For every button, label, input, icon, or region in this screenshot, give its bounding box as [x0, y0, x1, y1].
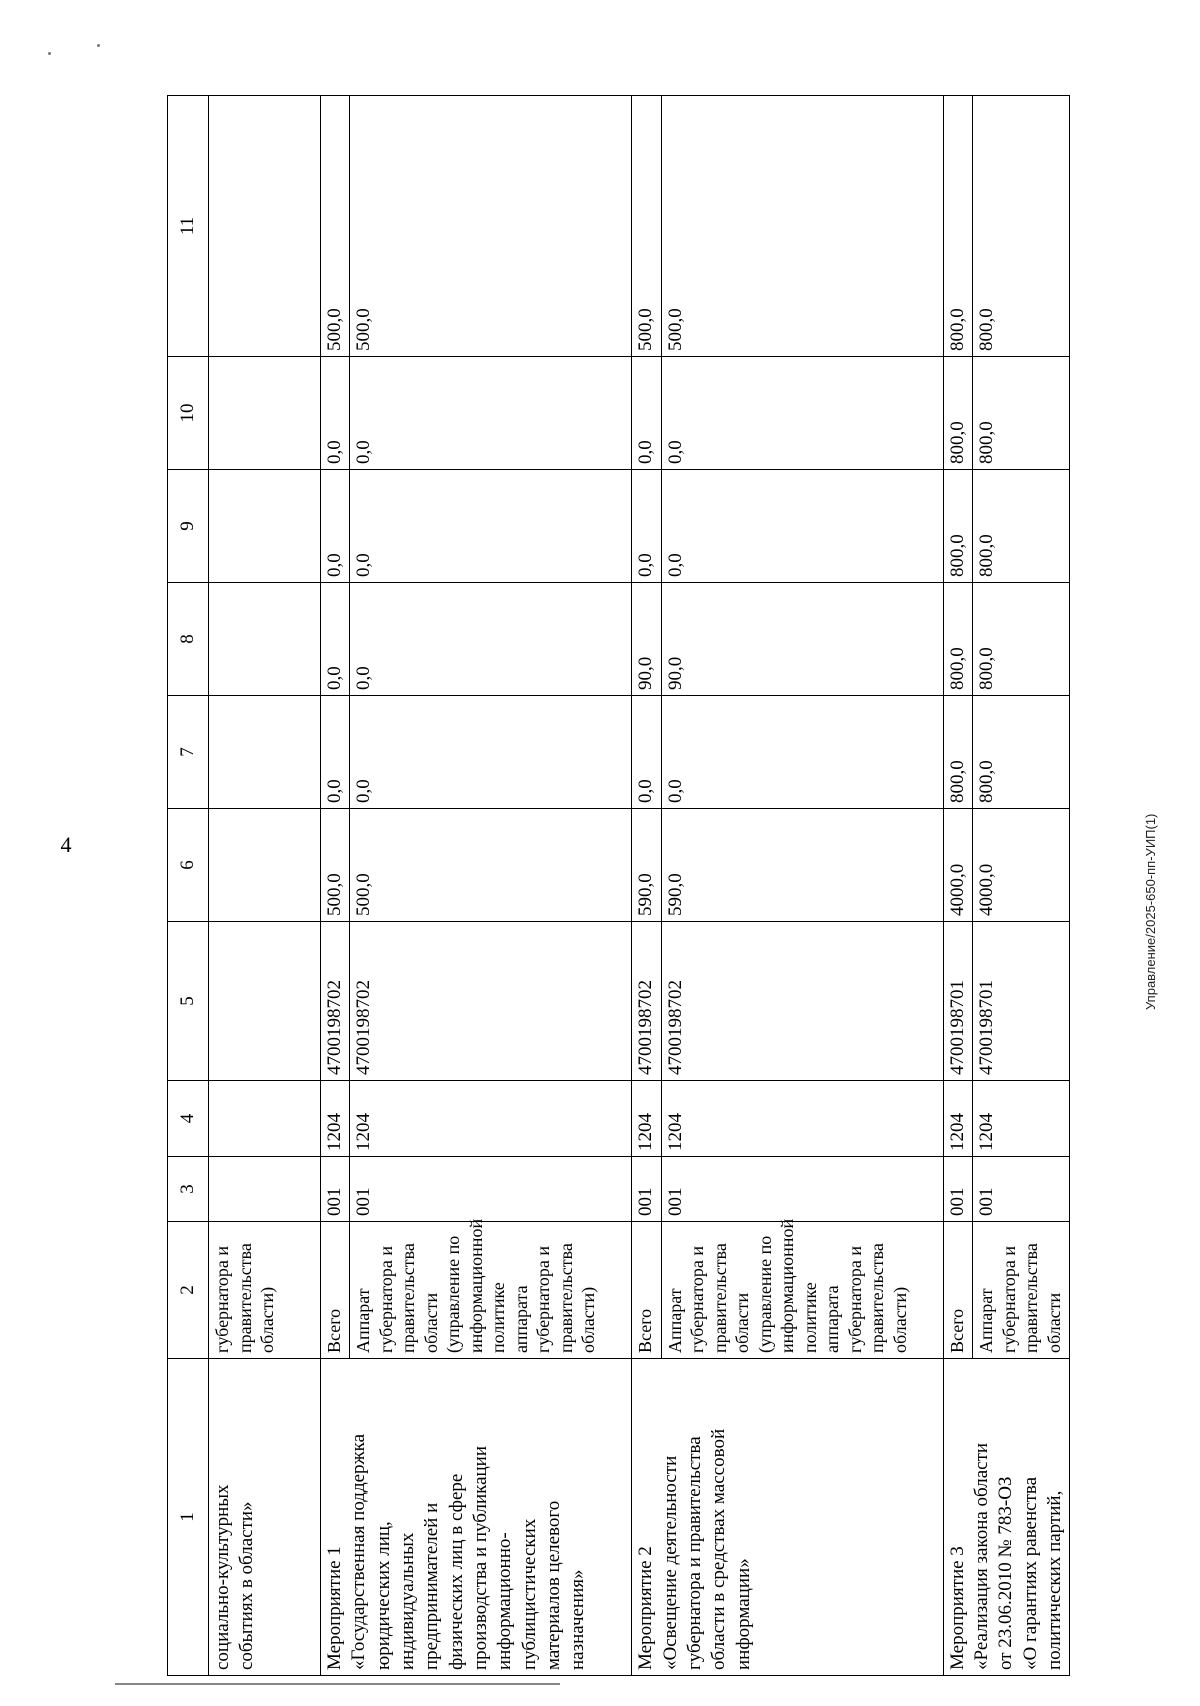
executor-cell: [209, 1222, 321, 1359]
cell-text-line: аппарата: [822, 1285, 843, 1353]
value-cell: 800,0: [973, 470, 1070, 583]
column-header: 6: [168, 809, 209, 922]
value-cell: 4000,0: [973, 809, 1070, 922]
value-cell: 4700198701: [943, 922, 973, 1081]
value-cell: 001: [973, 1157, 1070, 1222]
scan-edge-line: [115, 1683, 560, 1685]
cell-text-line: Аппарат: [664, 1288, 685, 1353]
event-total-row: [943, 96, 973, 1676]
value-cell: 4700198702: [350, 922, 632, 1081]
value-cell: 500,0: [321, 96, 350, 357]
value-cell: 1204: [632, 1081, 661, 1157]
table-body: [209, 96, 1070, 1676]
continuation-row: [209, 96, 321, 1676]
cell-text-line: аппарата: [510, 1285, 531, 1353]
executor-cell: [661, 1218, 943, 1359]
cell-text-line: предпринимателей и: [421, 1502, 443, 1670]
empty-cell: [209, 96, 321, 357]
value-cell: 800,0: [943, 470, 973, 583]
value-cell: 001: [661, 1157, 943, 1222]
value-cell: 0,0: [632, 470, 661, 583]
rotated-table-container: [167, 96, 1065, 1676]
cell-text-line: юридических лиц,: [372, 1521, 394, 1670]
empty-cell: [209, 357, 321, 470]
value-cell: 0,0: [321, 357, 350, 470]
cell-text-line: информационной: [465, 1218, 486, 1353]
cell-text-line: политике: [488, 1282, 509, 1353]
cell-text-line: политике: [799, 1282, 820, 1353]
column-header: 11: [168, 96, 209, 357]
event-description-cell: [209, 1359, 321, 1676]
value-cell: 800,0: [973, 583, 1070, 696]
header-row: [168, 96, 209, 1676]
total-label-cell: Всего: [321, 1222, 350, 1359]
cell-text-line: Мероприятие 2: [635, 1546, 657, 1670]
total-label-cell: Всего: [632, 1222, 661, 1359]
value-cell: 0,0: [632, 357, 661, 470]
event-description-cell: [632, 1359, 943, 1676]
value-cell: 0,0: [321, 470, 350, 583]
value-cell: 4700198702: [632, 922, 661, 1081]
cell-text-line: области): [578, 1286, 599, 1353]
value-cell: 1204: [661, 1081, 943, 1157]
empty-cell: [209, 696, 321, 809]
cell-text-line: губернатора и: [533, 1246, 554, 1353]
empty-cell: [209, 922, 321, 1081]
cell-text-line: губернатора и: [687, 1246, 708, 1353]
value-cell: 0,0: [350, 357, 632, 470]
cell-text-line: правительства: [709, 1243, 730, 1353]
total-label-cell: Всего: [943, 1222, 973, 1359]
cell-text-line: социально-культурных: [212, 1484, 233, 1670]
column-header: 8: [168, 583, 209, 696]
value-cell: 4700198702: [321, 922, 350, 1081]
value-cell: 800,0: [973, 357, 1070, 470]
column-header: 4: [168, 1081, 209, 1157]
column-header: 3: [168, 1157, 209, 1222]
column-header: 10: [168, 357, 209, 470]
cell-text-line: индивидуальных: [396, 1532, 418, 1670]
cell-text-line: правительства: [867, 1243, 888, 1353]
executor-cell: [350, 1218, 632, 1359]
empty-cell: [209, 1157, 321, 1222]
value-cell: 590,0: [632, 809, 661, 922]
cell-text-line: «Освещение деятельности: [659, 1455, 681, 1670]
event-description-cell: [321, 1359, 632, 1676]
column-header: 7: [168, 696, 209, 809]
value-cell: 4000,0: [943, 809, 973, 922]
value-cell: 90,0: [661, 583, 943, 696]
cell-text-line: информационной: [777, 1218, 798, 1353]
column-header: 5: [168, 922, 209, 1081]
event-description-cell: [943, 1359, 1070, 1676]
column-header: 1: [168, 1359, 209, 1676]
value-cell: 001: [632, 1157, 661, 1222]
cell-text-line: «О гарантиях равенства: [1019, 1476, 1041, 1670]
value-cell: 800,0: [943, 696, 973, 809]
value-cell: 0,0: [350, 696, 632, 809]
cell-text-line: области: [732, 1292, 753, 1353]
cell-text-line: информационно-: [494, 1532, 516, 1670]
cell-text-line: политических партий,: [1043, 1490, 1065, 1670]
value-cell: 800,0: [943, 357, 973, 470]
value-cell: 001: [350, 1157, 632, 1222]
value-cell: 4700198701: [973, 922, 1070, 1081]
cell-text-line: «Государственная поддержка: [348, 1433, 370, 1670]
cell-text-line: области: [1043, 1292, 1064, 1353]
value-cell: 90,0: [632, 583, 661, 696]
value-cell: 1204: [973, 1081, 1070, 1157]
cell-text-line: правительства: [1021, 1243, 1042, 1353]
cell-text-line: Мероприятие 1: [324, 1546, 345, 1670]
value-cell: 0,0: [321, 696, 350, 809]
cell-text-line: физических лиц в сфере: [445, 1473, 467, 1670]
executor-cell: [973, 1222, 1070, 1359]
cell-text-line: губернатора и: [998, 1246, 1019, 1353]
cell-text-line: материалов целевого: [542, 1500, 564, 1670]
cell-text-line: губернатора и: [212, 1246, 232, 1353]
value-cell: 1204: [321, 1081, 350, 1157]
cell-text-line: публицистических: [518, 1518, 540, 1670]
cell-text-line: Аппарат: [976, 1288, 997, 1353]
empty-cell: [209, 809, 321, 922]
value-cell: 800,0: [943, 96, 973, 357]
budget-table: [167, 95, 1070, 1676]
cell-text-line: правительства: [398, 1243, 419, 1353]
value-cell: 500,0: [350, 96, 632, 357]
cell-text-line: губернатора и: [375, 1246, 396, 1353]
value-cell: 0,0: [321, 583, 350, 696]
column-header: 9: [168, 470, 209, 583]
cell-text-line: Мероприятие 3: [946, 1546, 968, 1670]
value-cell: 1204: [350, 1081, 632, 1157]
cell-text-line: назначения»: [567, 1569, 589, 1670]
value-cell: 500,0: [661, 96, 943, 357]
cell-text-line: событиях в области»: [236, 1501, 258, 1670]
event-total-row: [321, 96, 350, 1676]
cell-text-line: правительства: [555, 1243, 576, 1353]
empty-cell: [209, 583, 321, 696]
value-cell: 0,0: [350, 470, 632, 583]
value-cell: 0,0: [350, 583, 632, 696]
value-cell: 0,0: [661, 696, 943, 809]
cell-text-line: (управление по: [443, 1235, 464, 1353]
event-total-row: [632, 96, 661, 1676]
value-cell: 001: [943, 1157, 973, 1222]
value-cell: 0,0: [632, 696, 661, 809]
value-cell: 800,0: [973, 96, 1070, 357]
empty-cell: [209, 470, 321, 583]
cell-text-line: производства и публикации: [469, 1445, 491, 1670]
value-cell: 800,0: [973, 696, 1070, 809]
value-cell: 500,0: [632, 96, 661, 357]
value-cell: 500,0: [350, 809, 632, 922]
footer-document-code: Управление/2025-650-пп-УИП(1): [1143, 813, 1158, 1010]
empty-cell: [209, 1081, 321, 1157]
cell-text-line: области): [889, 1286, 910, 1353]
column-header: 2: [168, 1222, 209, 1359]
page-number: 4: [60, 832, 72, 857]
value-cell: 500,0: [321, 809, 350, 922]
cell-text-line: правительства: [234, 1243, 255, 1353]
cell-text-line: области: [420, 1292, 441, 1353]
cell-text-line: от 23.06.2010 № 783-ОЗ: [995, 1476, 1017, 1670]
cell-text-line: губернатора и: [844, 1246, 865, 1353]
cell-text-line: информации»: [732, 1558, 754, 1670]
cell-text-line: Аппарат: [353, 1288, 374, 1353]
value-cell: 001: [321, 1157, 350, 1222]
value-cell: 590,0: [661, 809, 943, 922]
value-cell: 4700198702: [661, 922, 943, 1081]
cell-text-line: области): [257, 1286, 277, 1353]
cell-text-line: губернатора и правительства: [683, 1436, 705, 1670]
value-cell: 800,0: [943, 583, 973, 696]
cell-text-line: (управление по: [754, 1235, 775, 1353]
cell-text-line: области в средствах массовой: [708, 1428, 730, 1670]
value-cell: 0,0: [661, 357, 943, 470]
value-cell: 0,0: [661, 470, 943, 583]
value-cell: 1204: [943, 1081, 973, 1157]
cell-text-line: «Реализация закона области: [970, 1442, 992, 1670]
